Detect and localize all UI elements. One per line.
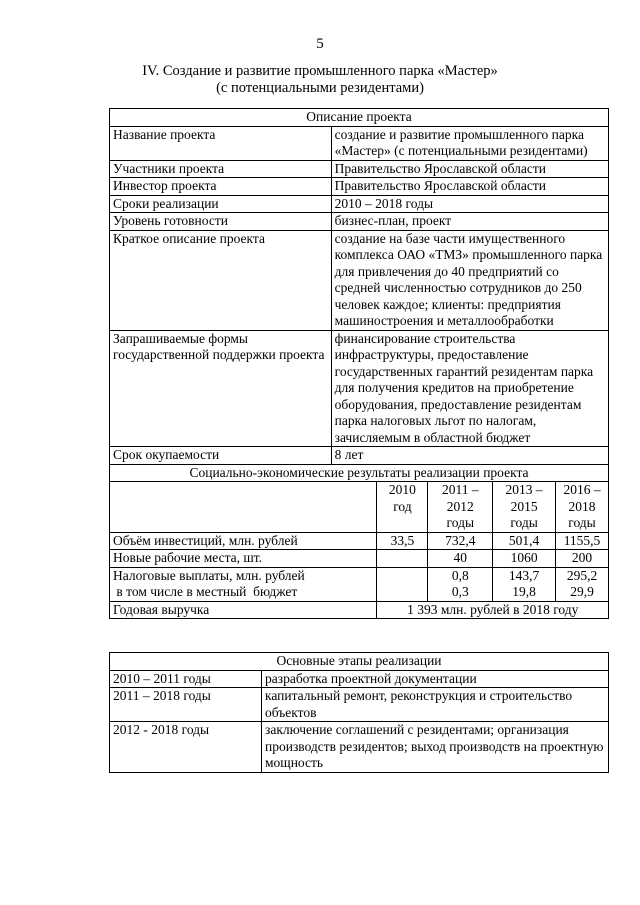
tax-value: 295,2 <box>566 567 598 583</box>
indicator-value <box>377 550 428 568</box>
indicator-value: 732,4 <box>428 532 493 550</box>
row-label: Краткое описание проекта <box>110 230 332 330</box>
indicator-value: 1060 <box>493 550 556 568</box>
document-title <box>90 63 550 97</box>
tax-label: Налоговые выплаты, млн. рублей <box>113 567 305 583</box>
row-label: Запрашиваемые формы государственной поддержки проекта <box>110 330 332 447</box>
description-header: Описание проекта <box>110 109 609 127</box>
row-value: Правительство Ярославской области <box>331 178 608 196</box>
title-line-2: (с потенциальными резидентами) <box>216 80 424 96</box>
tax-value: 0,8 <box>451 567 469 583</box>
stages-table <box>109 652 609 773</box>
indicator-value: 40 <box>428 550 493 568</box>
row-label: Название проекта <box>110 126 332 160</box>
row-value: Правительство Ярославской области <box>331 160 608 178</box>
indicator-value: 501,4 <box>493 532 556 550</box>
row-label: Сроки реализации <box>110 195 332 213</box>
row-label: Срок окупаемости <box>110 447 332 465</box>
indicator-value: 1155,5 <box>556 532 609 550</box>
project-table <box>109 108 609 619</box>
column-header: 2011 – 2012 годы <box>428 482 493 533</box>
page-number: 5 <box>316 36 324 52</box>
stage-text: капитальный ремонт, реконструкция и строительство объектов <box>262 688 609 722</box>
row-value: создание на базе части имущественного комплекса ОАО «ТМЗ» промышленного парка для привлечения до 40 предприятий со средней численностью сотрудников до 250 человек каждое; клиенты: предприятия машиностроения и металлообработки <box>331 230 608 330</box>
indicator-label: Новые рабочие места, шт. <box>110 550 377 568</box>
title-line-1: IV. Создание и развитие промышленного парка «Мастер» <box>142 63 498 79</box>
row-label: Уровень готовности <box>110 213 332 231</box>
stage-period: 2011 – 2018 годы <box>110 688 262 722</box>
revenue-value: 1 393 млн. рублей в 2018 году <box>377 601 609 619</box>
indicator-label: Объём инвестиций, млн. рублей <box>110 532 377 550</box>
column-header: 2010 год <box>377 482 428 533</box>
row-value: создание и развитие промышленного парка «Мастер» (с потенциальными резидентами) <box>331 126 608 160</box>
row-value: 2010 – 2018 годы <box>331 195 608 213</box>
stage-period: 2012 - 2018 годы <box>110 722 262 773</box>
stages-header: Основные этапы реализации <box>110 653 609 671</box>
revenue-label: Годовая выручка <box>110 601 377 619</box>
column-header: 2016 – 2018 годы <box>556 482 609 533</box>
row-label: Инвестор проекта <box>110 178 332 196</box>
indicator-value: 33,5 <box>377 532 428 550</box>
tax-local-value: 29,9 <box>570 584 594 599</box>
results-header: Социально-экономические результаты реализации проекта <box>110 464 609 482</box>
stage-text: разработка проектной документации <box>262 670 609 688</box>
indicator-label <box>110 567 377 601</box>
indicator-value <box>493 567 556 601</box>
tax-local-value: 0,3 <box>451 584 469 599</box>
row-value: 8 лет <box>331 447 608 465</box>
row-label: Участники проекта <box>110 160 332 178</box>
tax-local-value: 19,8 <box>512 584 536 599</box>
indicator-value: 200 <box>556 550 609 568</box>
stage-text: заключение соглашений с резидентами; организация производств резидентов; выход производств на проектную мощность <box>262 722 609 773</box>
tax-value: 143,7 <box>508 567 540 583</box>
indicator-value <box>428 567 493 601</box>
tax-local-label: в том числе в местный бюджет <box>113 584 298 599</box>
row-value: бизнес-план, проект <box>331 213 608 231</box>
indicator-value <box>556 567 609 601</box>
column-header: 2013 – 2015 годы <box>493 482 556 533</box>
stage-period: 2010 – 2011 годы <box>110 670 262 688</box>
results-corner-cell <box>110 482 377 533</box>
row-value: финансирование строительства инфраструктуры, предоставление государственных гарантий резидентам парка для получения кредитов на приобретение оборудования, предоставление резидентам парка налоговых льгот по налогам, зачисляемым в областной бюджет <box>331 330 608 447</box>
indicator-value <box>377 567 428 601</box>
